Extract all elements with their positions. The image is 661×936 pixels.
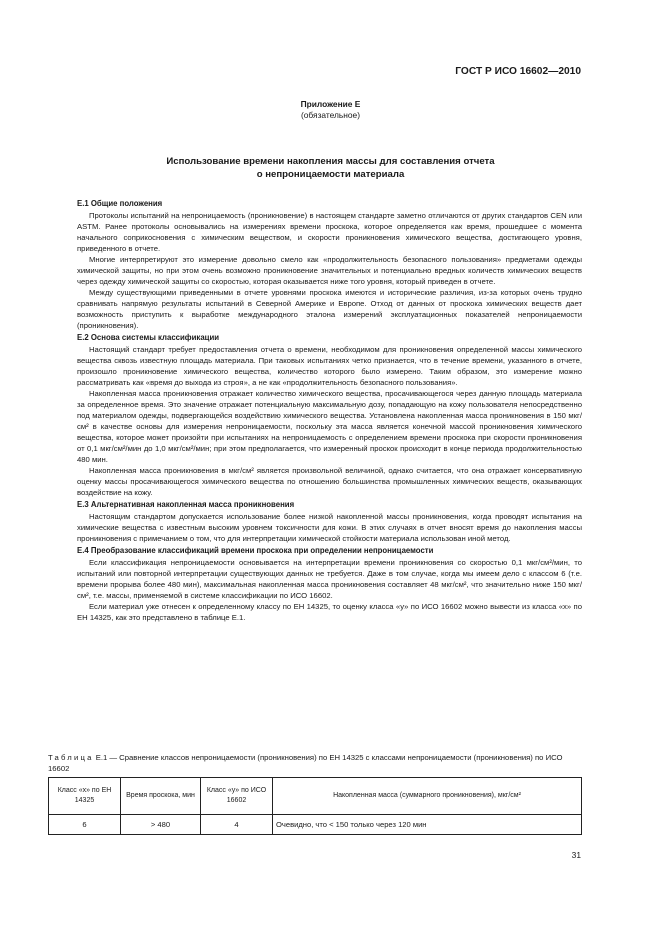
paragraph: Накопленная масса проникновения в мкг/см² является произвольной величиной, однако считается, что она отражает консервативную оценку массы просачивающегося химического вещества по отношению большинства промышленных химических веществ, оказывающих воздействие на кожу.	[77, 466, 582, 497]
section-heading: Е.2 Основа системы классификации	[77, 333, 220, 342]
annex-main-title	[0, 156, 661, 182]
header-class-x: Класс «х» по ЕН 14325	[49, 778, 121, 815]
standard-designation: ГОСТ Р ИСО 16602—2010	[455, 66, 581, 77]
section-heading: Е.4 Преобразование классификаций времени проскока при определении непроницаемости	[77, 546, 434, 555]
annex-block	[0, 99, 661, 121]
page-number: 31	[571, 850, 581, 860]
annex-content	[77, 197, 582, 623]
header-class-y: Класс «у» по ИСО 16602	[201, 778, 273, 815]
table-header-row	[49, 778, 582, 815]
comparison-table	[48, 777, 582, 835]
title-line-2: о непроницаемости материала	[256, 168, 405, 180]
section-e4	[77, 545, 582, 623]
section-e3	[77, 499, 582, 544]
annex-status: (обязательное)	[300, 110, 360, 120]
paragraph: Настоящим стандартом допускается использование более низкой накопленной массы проникновения, когда проводят испытания на химические вещества с известным высоким уровнем токсичности для кожи. В этих случаях в отчет вносят время до накопления массы проникновения с примечанием о том, что для интерпретации химической стойкости материала использован иной метод.	[77, 512, 582, 543]
annex-title: Приложение Е	[300, 99, 361, 109]
section-e2	[77, 332, 582, 498]
paragraph: Накопленная масса проникновения отражает количество химического вещества, просачивающегося через данную площадь материала за определенное время. Это значение отражает потенциальную максимальную дозу, попадающую на кожу пользователя непосредственно под материалом одежды, подвергающейся воздействию химического вещества. Установлена накопленная масса проникновения в 150 мкг/см² в качестве основы для измерения непроницаемости, поскольку эта масса является конечной массой проникновения химического вещества, которое может произойти при испытаниях на непроницаемость с определением времени проскока при скорости проникновения от 0,1 мкг/см²/мин до 1,0 мкг/см²/мин; при этом предполагается, что измеренный проскок происходит в конце периода продолжительностью 480 мин.	[77, 389, 582, 464]
cell-class-y: 4	[201, 815, 273, 835]
header-breakthrough-time: Время проскока, мин	[121, 778, 201, 815]
table-caption	[48, 752, 582, 774]
cell-breakthrough-time: > 480	[121, 815, 201, 835]
paragraph: Между существующими приведенными в отчете уровнями проскока имеются и исторические различия, из-за которых очень трудно сравнивать напрямую результаты испытаний в Северной Америке и Европе. Отход от данных от проскока химических веществ дает возможность приступить к выработке международного эталона измерений эксплуатационных показателей непроницаемости (проникновения).	[77, 288, 582, 330]
section-e1	[77, 198, 582, 331]
title-line-1: Использование времени накопления массы для составления отчета	[166, 156, 495, 167]
section-heading: Е.1 Общие положения	[77, 199, 163, 208]
paragraph: Протоколы испытаний на непроницаемость (проникновение) в настоящем стандарте заметно отличаются от других стандартов CEN или ASTM. Ранее протоколы основывались на измерениях времени проскока, которое определяется как время, прошедшее с момента начального соприкосновения с химическим веществом, и скорости проникновения химического вещества, достигающего уровня, приведенного в отчете.	[77, 211, 582, 253]
paragraph: Настоящий стандарт требует предоставления отчета о времени, необходимом для проникновения определенной массы химического вещества сквозь известную площадь материала. При таковых испытаниях четко признается, что в течение времени, указанного в отчете, произошло проникновение химического вещества, количество которого было измерено. Таким образом, это измерение можно рассматривать как «время до выхода из строя», а не как «продолжительность безопасного пользования».	[77, 345, 582, 387]
paragraph: Многие интерпретируют это измерение довольно смело как «продолжительность безопасного пользования» предметами одежды химической защиты, но при этом очень возможно проникновение значительных и потенциально вредных количеств химических веществ через одежду химической защиты со скоростью, которая оказывается ниже того уровня, который приведен в отчете.	[77, 255, 582, 286]
paragraph: Если материал уже отнесен к определенному классу по ЕН 14325, то оценку класса «у» по ИСО 16602 можно вывести из класса «х» по ЕН 14325, как это представлено в таблице Е.1.	[77, 602, 582, 622]
section-heading: Е.3 Альтернативная накопленная масса проникновения	[77, 500, 295, 509]
table-caption-prefix: Таблица	[48, 753, 94, 762]
header-cumulative-mass: Накопленная масса (суммарного проникновения), мкг/см²	[273, 778, 582, 815]
cell-class-x: 6	[49, 815, 121, 835]
table-row	[49, 815, 582, 835]
cell-cumulative-mass: Очевидно, что < 150 только через 120 мин	[273, 815, 582, 835]
table-caption-text: Е.1 — Сравнение классов непроницаемости (проникновения) по ЕН 14325 с классами непроницаемости (проникновения) по ИСО 16602	[48, 753, 563, 773]
paragraph: Если классификация непроницаемости основывается на интерпретации времени проникновения со скоростью 0,1 мкг/см²/мин, то испытаний или повторной интерпретации существующих данных не требуется. Даже в том случае, когда мы имеем дело с классом 6 (т.е. времени прорыва более 480 мин), максимальная накопленная масса проникновения составляет 48 мкг/см², что значительно ниже 150 мкг/см², т.е. массы, применяемой в системе классификации по ИСО 16602.	[77, 558, 582, 600]
